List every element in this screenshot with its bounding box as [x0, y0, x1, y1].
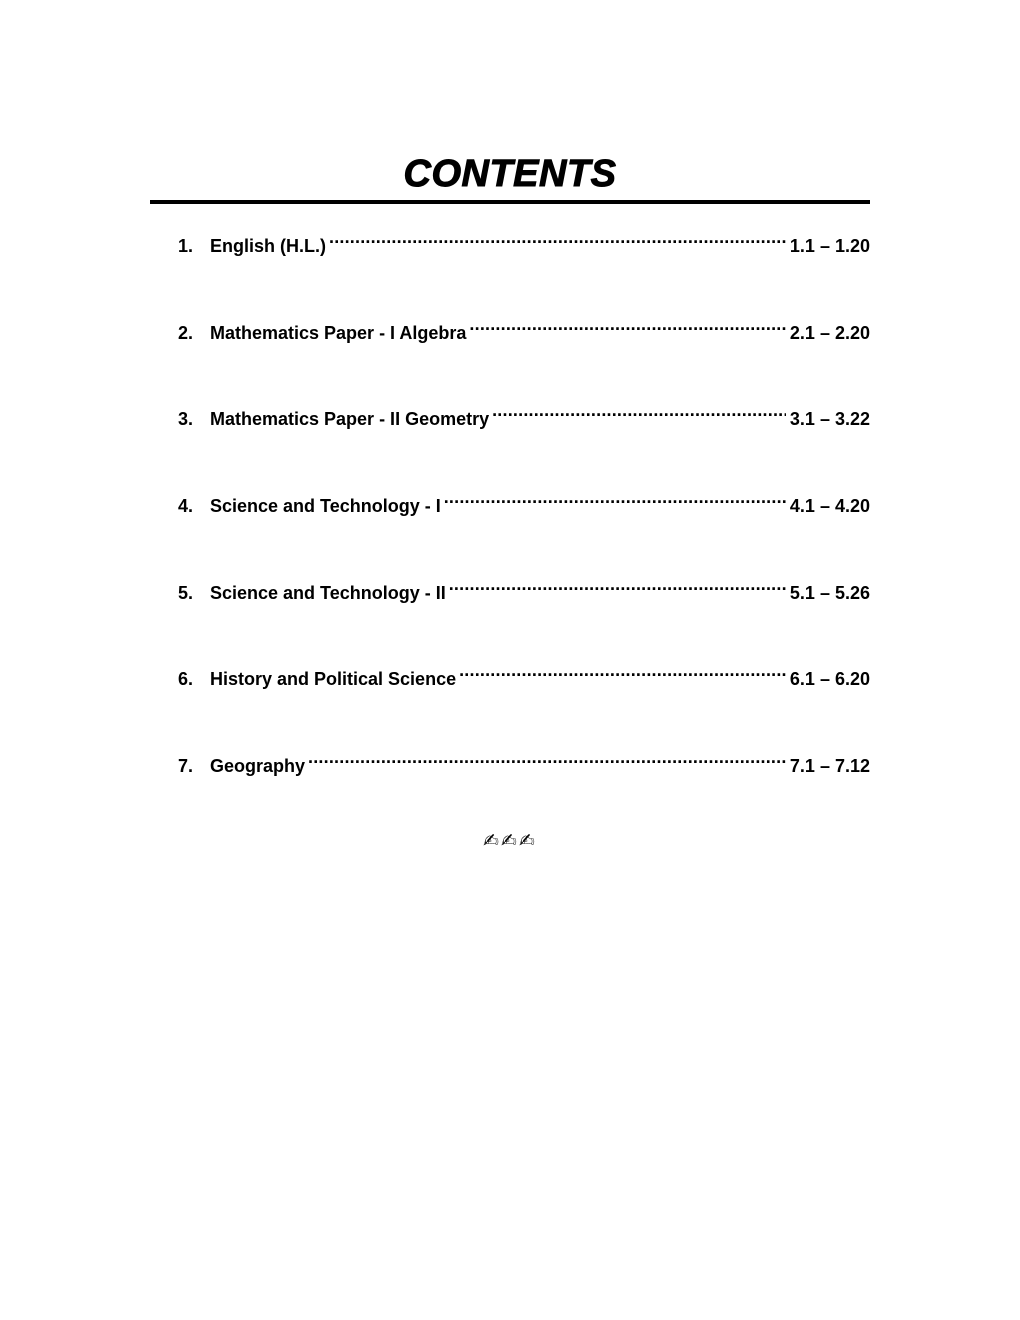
toc-entry-number: 4.	[178, 496, 194, 517]
toc-entry[interactable]	[178, 482, 870, 569]
title-divider	[150, 200, 870, 204]
toc-entry-pages: 2.1 – 2.20	[789, 322, 870, 343]
dot-leader	[469, 309, 786, 339]
toc-entry[interactable]	[178, 569, 870, 656]
table-of-contents	[178, 222, 870, 829]
toc-entry[interactable]	[178, 655, 870, 742]
toc-entry-title: English (H.L.)	[210, 236, 326, 256]
toc-entry-pages: 7.1 – 7.12	[789, 756, 870, 777]
toc-entry[interactable]	[178, 309, 870, 396]
dot-leader	[449, 569, 786, 599]
toc-entry-pages: 5.1 – 5.26	[789, 582, 870, 603]
toc-entry-number: 7.	[178, 756, 194, 777]
dot-leader	[308, 742, 786, 772]
toc-entry-number: 3.	[178, 409, 194, 430]
toc-entry-number: 2.	[178, 322, 194, 343]
toc-entry-pages: 3.1 – 3.22	[789, 409, 870, 430]
toc-entry-title: Science and Technology - I	[210, 496, 441, 517]
toc-entry-pages: 1.1 – 1.20	[789, 236, 870, 256]
toc-entry-pages: 6.1 – 6.20	[789, 669, 870, 690]
toc-entry-title: Science and Technology - II	[210, 582, 446, 603]
toc-entry-number: 1.	[178, 236, 194, 256]
dot-leader	[492, 395, 786, 425]
dot-leader	[459, 655, 786, 685]
toc-entry-title: Mathematics Paper - II Geometry	[210, 409, 490, 430]
toc-entry-number: 6.	[178, 669, 194, 690]
toc-entry-title: Geography	[210, 756, 306, 777]
toc-entry-number: 5.	[178, 582, 194, 603]
toc-entry[interactable]	[178, 395, 870, 482]
toc-entry-title: History and Political Science	[210, 669, 457, 690]
dot-leader	[444, 482, 786, 512]
toc-entry[interactable]	[178, 222, 870, 309]
toc-entry-pages: 4.1 – 4.20	[789, 496, 870, 517]
dot-leader	[329, 222, 786, 252]
toc-entry[interactable]	[178, 742, 870, 829]
toc-entry-title: Mathematics Paper - I Algebra	[210, 322, 467, 343]
writing-hand-icon: ✍✍✍	[483, 830, 537, 852]
page-title: CONTENTS	[403, 153, 617, 195]
